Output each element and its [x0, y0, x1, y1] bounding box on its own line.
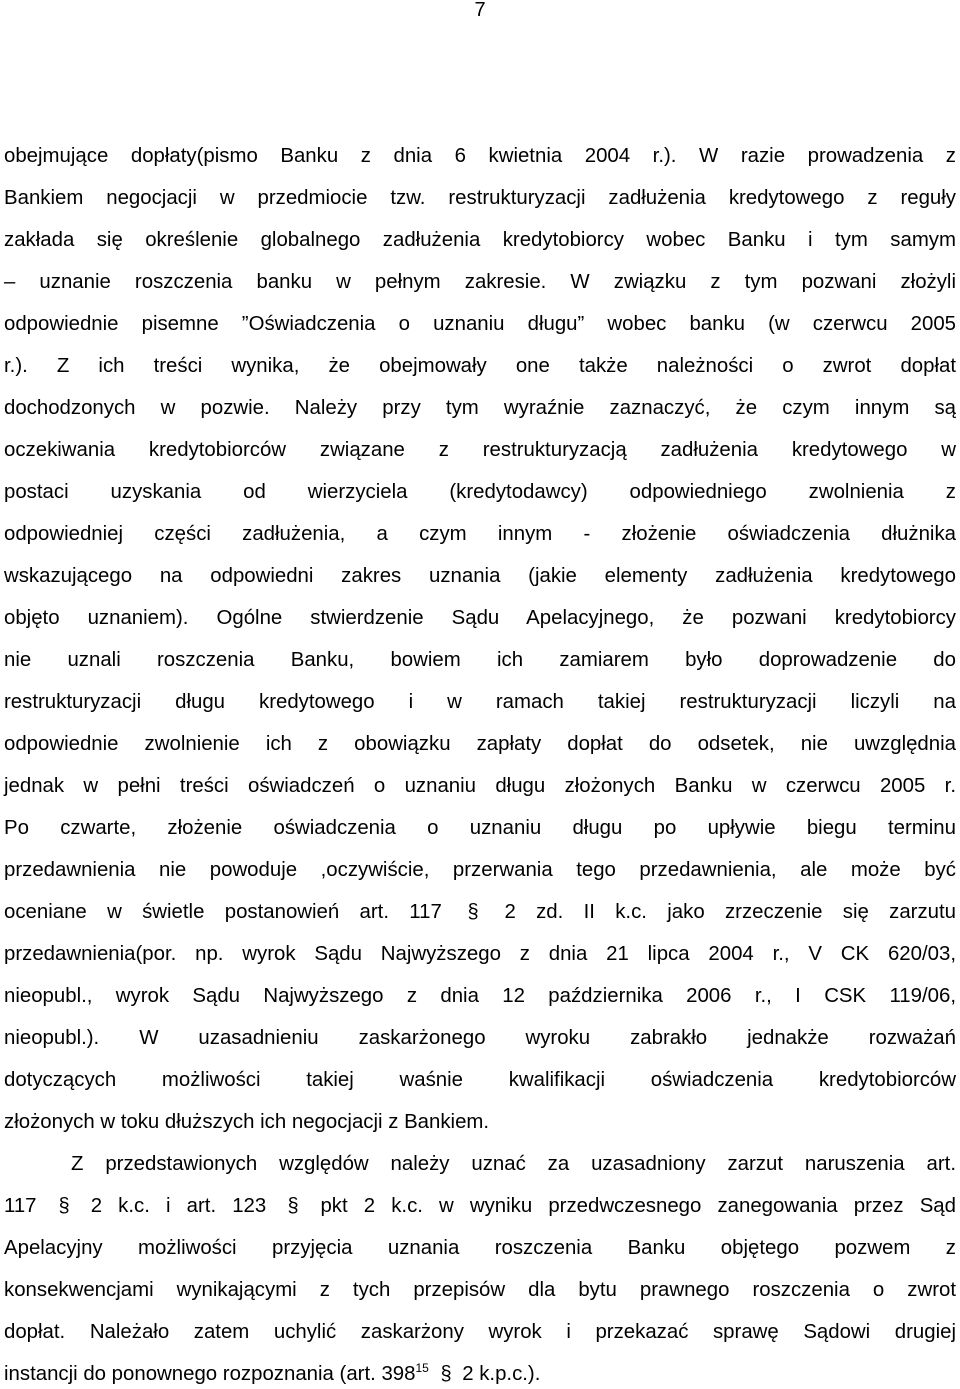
text-line: nie uznali roszczenia Banku, bowiem ich zamiarem było doprowadzenie do	[4, 649, 956, 671]
superscript: 15	[415, 1361, 429, 1376]
text-span: pkt 2 k.c. w wyniku przedwczesnego zanegowania przez Sąd	[320, 1195, 956, 1217]
text-line: nieopubl.). W uzasadnieniu zaskarżonego wyroku zabrakło jednakże rozważań	[4, 1027, 956, 1049]
text-line: Po czwarte, złożenie oświadczenia o uznaniu długu po upływie biegu terminu	[4, 817, 956, 839]
text-span: 117	[4, 1195, 37, 1217]
svg-text:§: §	[467, 901, 479, 921]
text-line: jednak w pełni treści oświadczeń o uznaniu długu złożonych Banku w czerwcu 2005 r.	[4, 775, 956, 797]
section-sign-icon	[462, 901, 484, 921]
text-line: objęto uznaniem). Ogólne stwierdzenie Sądu Apelacyjnego, że pozwani kredytobiorcy	[4, 607, 956, 629]
text-span: 2 zd. II k.c. jako zrzeczenie się zarzutu	[504, 901, 956, 923]
text-line: obejmujące dopłaty(pismo Banku z dnia 6 kwietnia 2004 r.). W razie prowadzenia z	[4, 145, 956, 167]
text-line: dopłat. Należało zatem uchylić zaskarżony wyrok i przekazać sprawę Sądowi drugiej	[4, 1321, 956, 1343]
text-line: Apelacyjny możliwości przyjęcia uznania roszczenia Banku objętego pozwem z	[4, 1237, 956, 1259]
text-line: zakłada się określenie globalnego zadłużenia kredytobiorcy wobec Banku i tym samym	[4, 229, 956, 251]
text-line: nieopubl., wyrok Sądu Najwyższego z dnia 12 października 2006 r., I CSK 119/06,	[4, 985, 956, 1007]
text-line: restrukturyzacji długu kredytowego i w ramach takiej restrukturyzacji liczyli na	[4, 691, 956, 713]
text-span: 2 k.c. i art. 123	[90, 1195, 267, 1217]
text-line: postaci uzyskania od wierzyciela (kredytodawcy) odpowiedniego zwolnienia z	[4, 481, 956, 503]
text-line: oczekiwania kredytobiorców związane z restrukturyzacją zadłużenia kredytowego w	[4, 439, 956, 461]
text-line: r.). Z ich treści wynika, że obejmowały one także należności o zwrot dopłat	[4, 355, 956, 377]
text-span: oceniane w świetle postanowień art. 117	[4, 901, 442, 923]
text-line: złożonych w toku dłuższych ich negocjacji z Bankiem.	[4, 1111, 490, 1133]
text-line: dochodzonych w pozwie. Należy przy tym wyraźnie zaznaczyć, że czym innym są	[4, 397, 956, 419]
text-line: odpowiednie pisemne ”Oświadczenia o uznaniu długu” wobec banku (w czerwcu 2005	[4, 313, 956, 335]
text-span: instancji do ponownego rozpoznania (art. 398	[4, 1363, 416, 1385]
text-line: – uznanie roszczenia banku w pełnym zakresie. W związku z tym pozwani złożyli	[4, 271, 956, 293]
text-line: wskazującego na odpowiedni zakres uznania (jakie elementy zadłużenia kredytowego	[4, 565, 956, 587]
text-line: przedawnienia(por. np. wyrok Sądu Najwyższego z dnia 21 lipca 2004 r., V CK 620/03,	[4, 943, 956, 965]
text-line	[4, 900, 956, 924]
text-line: Bankiem negocjacji w przedmiocie tzw. restrukturyzacji zadłużenia kredytowego z reguły	[4, 187, 956, 209]
text-line: konsekwencjami wynikającymi z tych przepisów dla bytu prawnego roszczenia o zwrot	[4, 1279, 956, 1301]
section-sign-icon	[282, 1195, 304, 1215]
svg-text:§: §	[287, 1195, 299, 1215]
text-line: przedawnienia nie powoduje ,oczywiście, przerwania tego przedawnienia, ale może być	[4, 859, 956, 881]
text-line	[4, 1362, 956, 1386]
svg-text:§: §	[439, 1363, 452, 1383]
section-sign-icon	[435, 1363, 457, 1383]
text-span: 2 k.p.c.).	[462, 1363, 541, 1385]
text-line: Z przedstawionych względów należy uznać za uzasadniony zarzut naruszenia art.	[71, 1153, 956, 1175]
text-line: odpowiedniej części zadłużenia, a czym innym - złożenie oświadczenia dłużnika	[4, 523, 956, 545]
svg-text:§: §	[58, 1195, 70, 1215]
text-line: odpowiednie zwolnienie ich z obowiązku zapłaty dopłat do odsetek, nie uwzględnia	[4, 733, 956, 755]
section-sign-icon	[53, 1195, 75, 1215]
text-line: dotyczących możliwości takiej waśnie kwalifikacji oświadczenia kredytobiorców	[4, 1069, 956, 1091]
text-line	[4, 1194, 956, 1218]
page-number: 7	[474, 0, 486, 21]
